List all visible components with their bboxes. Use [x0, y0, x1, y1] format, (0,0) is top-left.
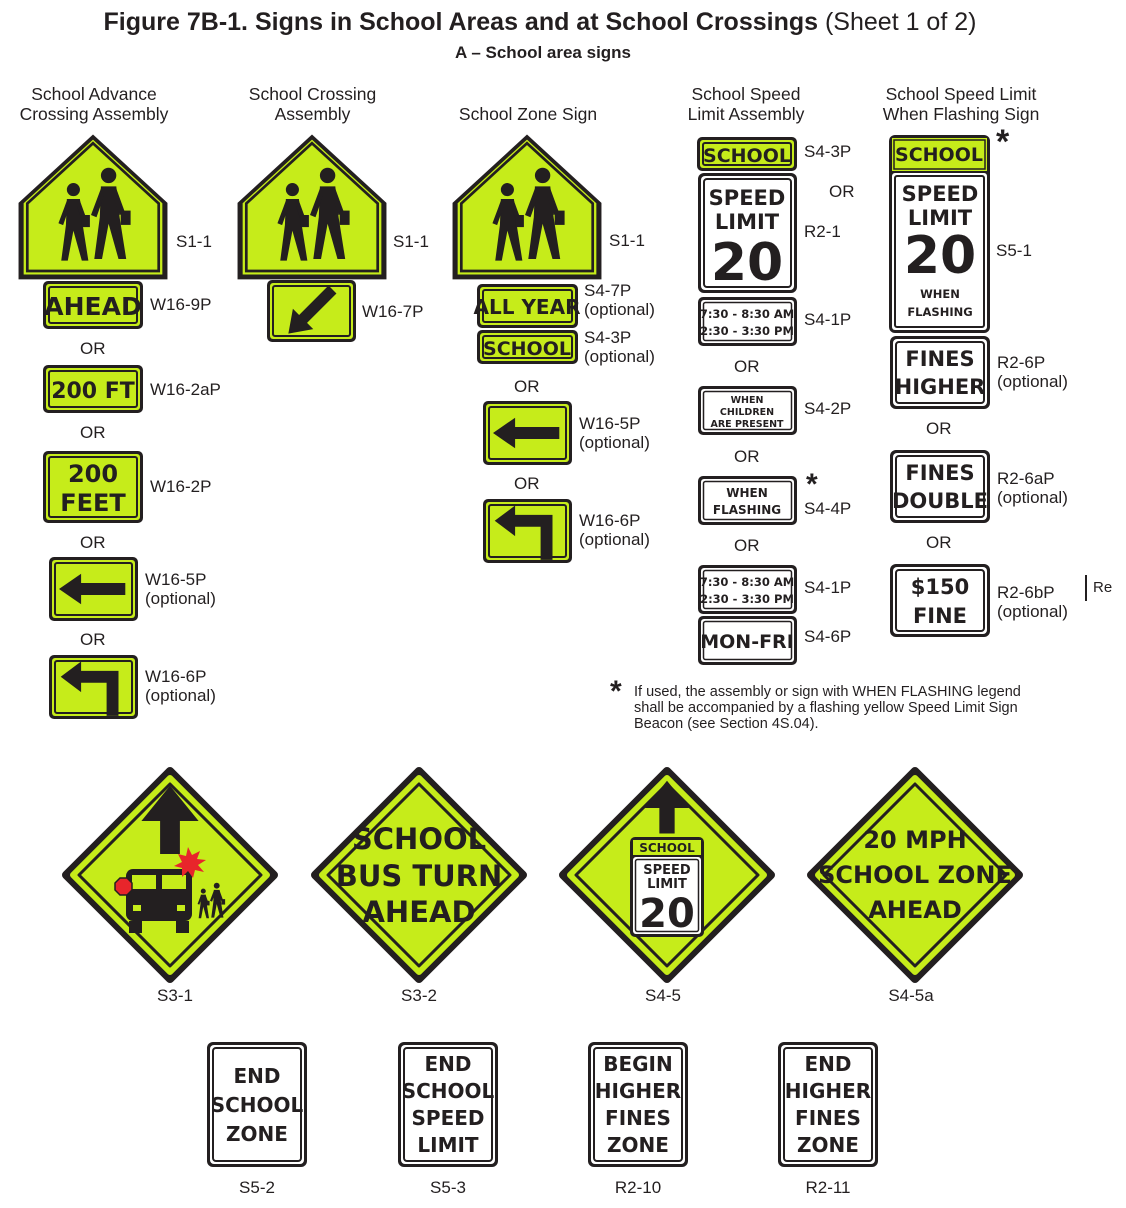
code-label: R2-1 [804, 222, 841, 241]
w16-6p-turn-arrow-plaque [483, 499, 572, 563]
r2-6p-fines-higher-plaque [890, 336, 990, 409]
legend-20: 20 [639, 891, 695, 937]
legend-higher: HIGHER [594, 1079, 682, 1103]
legend-end: END [804, 1052, 852, 1076]
code-label-with-note [145, 570, 216, 608]
code-label: R2-10 [614, 1178, 662, 1197]
legend-school: SCHOOL [703, 145, 791, 167]
heading-line: Limit Assembly [687, 104, 805, 124]
or-label: OR [926, 419, 952, 438]
legend-fines: FINES [905, 347, 975, 371]
legend-fines: FINES [795, 1106, 861, 1130]
code-label: S4-7P [584, 281, 632, 300]
legend-200: 200 [67, 460, 119, 488]
legend-higher: HIGHER [784, 1079, 872, 1103]
heading-line: School Speed Limit [885, 84, 1037, 104]
code-label-with-note [584, 281, 655, 319]
s4-5-reduced-school-speed-limit-ahead-sign [563, 771, 771, 979]
code-label-with-note [584, 328, 655, 366]
or-label: OR [80, 423, 106, 442]
legend-school: SCHOOL [210, 1093, 304, 1117]
r2-10-begin-higher-fines-zone-sign [588, 1042, 688, 1167]
optional-note: (optional) [584, 300, 655, 319]
legend-fine: FINE [912, 604, 968, 628]
code-label: W16-2P [150, 477, 212, 496]
legend-children: CHILDREN [719, 407, 775, 418]
code-label: W16-7P [362, 302, 424, 321]
or-label: OR [734, 536, 760, 555]
code-label: S4-1P [804, 578, 852, 597]
code-label: W16-6P [145, 667, 207, 686]
legend-20: 20 [710, 233, 784, 293]
or-label: OR [734, 357, 760, 376]
code-label-with-note [997, 353, 1068, 391]
code-label: W16-2aP [150, 380, 221, 399]
s3-2-school-bus-turn-ahead-sign [315, 771, 523, 979]
code-label: W16-6P [579, 511, 641, 530]
heading-line: School Advance [31, 84, 157, 104]
legend-limit: LIMIT [714, 210, 780, 234]
legend-zone: ZONE [607, 1133, 669, 1157]
s1-1-school-crossing-sign [453, 135, 602, 280]
legend-school: SCHOOL [483, 338, 571, 360]
legend-ahead: AHEAD [44, 292, 142, 321]
legend-speed: SPEED [901, 182, 979, 206]
legend-school: SCHOOL [639, 841, 695, 855]
code-label: W16-5P [145, 570, 207, 589]
legend-end: END [424, 1052, 472, 1076]
legend-when: WHEN [920, 287, 960, 301]
optional-note: (optional) [145, 686, 216, 705]
optional-note: (optional) [145, 589, 216, 608]
s4-3p-school-plaque [477, 330, 578, 364]
legend-time1: 7:30 - 8:30 AM [699, 575, 795, 589]
or-label: OR [734, 447, 760, 466]
r2-6bp-fine-amount-plaque [890, 564, 990, 637]
code-label: S4-5a [888, 986, 934, 1005]
s4-5a-20-mph-school-zone-ahead-sign [811, 771, 1019, 979]
legend-flashing: FLASHING [907, 305, 973, 319]
w16-5p-left-arrow-plaque [49, 557, 138, 621]
stop-arm-icon [115, 878, 132, 895]
or-label: OR [514, 377, 540, 396]
code-label-with-note [997, 583, 1068, 621]
legend-begin: BEGIN [603, 1052, 673, 1076]
w16-9p-ahead-plaque [43, 281, 143, 329]
legend-school: SCHOOL [401, 1079, 495, 1103]
or-label: OR [926, 533, 952, 552]
optional-note: (optional) [997, 372, 1068, 391]
legend-feet: FEET [60, 489, 126, 517]
legend-all-year: ALL YEAR [473, 295, 581, 319]
legend-school: SCHOOL [351, 822, 487, 856]
figure-title-text: Figure 7B-1. Signs in School Areas and at School Crossings [103, 8, 819, 36]
code-label-with-note [579, 511, 650, 549]
code-label: S5-3 [430, 1178, 466, 1197]
legend-flashing: FLASHING [712, 503, 782, 517]
code-label: R2-6bP [997, 583, 1055, 602]
legend-limit: LIMIT [417, 1133, 479, 1157]
code-label: S4-5 [645, 986, 681, 1005]
figure-sheet: (Sheet 1 of 2) [824, 8, 977, 36]
or-label: OR [80, 533, 106, 552]
legend-ahead: AHEAD [868, 896, 962, 924]
asterisk-marker: * [996, 123, 1010, 161]
edge-divider-line [1085, 575, 1087, 601]
legend-200ft: 200 FT [51, 379, 135, 404]
s5-1-speed-limit-when-flashing-sign [889, 135, 990, 333]
s4-6p-mon-fri-plaque [698, 616, 797, 665]
optional-note: (optional) [997, 488, 1068, 507]
footnote-text [634, 684, 1021, 732]
legend-end: END [233, 1064, 281, 1088]
code-label: S4-2P [804, 399, 852, 418]
legend-20: 20 [903, 226, 977, 286]
optional-note: (optional) [579, 433, 650, 452]
figure-subtitle: A – School area signs [454, 43, 632, 62]
legend-school: SCHOOL [895, 144, 983, 166]
footnote-line: Beacon (see Section 4S.04). [634, 716, 819, 732]
legend-ahead: AHEAD [362, 895, 476, 929]
code-label: S3-2 [401, 986, 437, 1005]
legend-mon-fri: MON-FRI [700, 631, 794, 653]
code-label-with-note [997, 469, 1068, 507]
code-label: S1-1 [609, 231, 645, 250]
s3-1-school-bus-stop-ahead-sign [66, 771, 274, 979]
optional-note: (optional) [584, 347, 655, 366]
asterisk-marker: * [806, 468, 818, 501]
or-label: OR [514, 474, 540, 493]
legend-time1: 7:30 - 8:30 AM [699, 307, 795, 321]
code-label: S5-1 [996, 241, 1032, 260]
footnote-line: shall be accompanied by a flashing yellow Speed Limit Sign [634, 700, 1018, 716]
s4-4p-when-flashing-plaque [698, 476, 797, 525]
code-label: S4-3P [804, 142, 852, 161]
legend-higher: HIGHER [894, 375, 986, 399]
legend-150: $150 [910, 575, 970, 599]
legend-fines: FINES [905, 461, 975, 485]
legend-speed: SPEED [643, 863, 691, 878]
or-label: OR [80, 339, 106, 358]
s4-1p-times-plaque [698, 297, 797, 346]
s4-2p-when-children-present-plaque [698, 386, 797, 435]
code-label: S4-1P [804, 310, 852, 329]
legend-zone: ZONE [226, 1122, 288, 1146]
r2-1-speed-limit-sign [698, 173, 797, 293]
legend-speed: SPEED [708, 186, 786, 210]
heading-line: School Speed [691, 84, 801, 104]
legend-are-present: ARE PRESENT [710, 419, 784, 430]
legend-school-zone: SCHOOL ZONE [818, 861, 1012, 889]
code-label: W16-9P [150, 295, 212, 314]
heading-line: When Flashing Sign [882, 104, 1040, 124]
legend-time2: 2:30 - 3:30 PM [700, 324, 794, 338]
code-label: S5-2 [239, 1178, 275, 1197]
optional-note: (optional) [579, 530, 650, 549]
legend-20-mph: 20 MPH [863, 826, 967, 854]
heading-line: Assembly [274, 104, 351, 124]
code-label: R2-6P [997, 353, 1046, 372]
s4-7p-all-year-plaque [474, 284, 581, 328]
s4-3p-school-plaque [697, 137, 797, 171]
s1-1-school-crossing-sign [238, 135, 387, 280]
edge-cut-text: Re [1093, 579, 1113, 596]
footnote-asterisk: * [610, 675, 622, 708]
w16-7p-diagonal-arrow-plaque [267, 279, 356, 343]
optional-note: (optional) [997, 602, 1068, 621]
legend-when: WHEN [730, 395, 764, 406]
heading-line: Crossing Assembly [19, 104, 169, 124]
legend-fines: FINES [605, 1106, 671, 1130]
legend-limit: LIMIT [907, 206, 973, 230]
code-label: S3-1 [157, 986, 193, 1005]
legend-double: DOUBLE [891, 489, 989, 513]
s4-1p-times-plaque [698, 565, 797, 614]
s5-3-end-school-speed-limit-sign [398, 1042, 498, 1167]
code-label: S4-4P [804, 499, 852, 518]
code-label: S1-1 [176, 232, 212, 251]
s5-2-end-school-zone-sign [207, 1042, 307, 1167]
code-label: W16-5P [579, 414, 641, 433]
code-label-with-note [145, 667, 216, 705]
r2-6ap-fines-double-plaque [890, 450, 990, 523]
legend-when: WHEN [726, 486, 768, 500]
code-label: S4-3P [584, 328, 632, 347]
heading-school-zone: School Zone Sign [458, 104, 598, 124]
legend-limit: LIMIT [647, 877, 687, 892]
footnote-line: If used, the assembly or sign with WHEN FLASHING legend [634, 684, 1021, 700]
w16-6p-turn-arrow-plaque [49, 655, 138, 719]
w16-2p-200-feet-plaque [43, 451, 143, 523]
code-label: R2-11 [805, 1178, 851, 1197]
code-label: R2-6aP [997, 469, 1055, 488]
legend-zone: ZONE [797, 1133, 859, 1157]
or-label: OR [829, 182, 855, 201]
w16-2ap-200ft-plaque [43, 365, 143, 413]
legend-time2: 2:30 - 3:30 PM [700, 592, 794, 606]
legend-bus-turn: BUS TURN [335, 859, 503, 893]
code-label: S1-1 [393, 232, 429, 251]
code-label-with-note [579, 414, 650, 452]
w16-5p-left-arrow-plaque [483, 401, 572, 465]
or-label: OR [80, 630, 106, 649]
code-label: S4-6P [804, 627, 852, 646]
legend-speed: SPEED [411, 1106, 485, 1130]
s1-1-school-crossing-sign [19, 135, 168, 280]
heading-line: School Crossing [248, 84, 377, 104]
r2-11-end-higher-fines-zone-sign [778, 1042, 878, 1167]
